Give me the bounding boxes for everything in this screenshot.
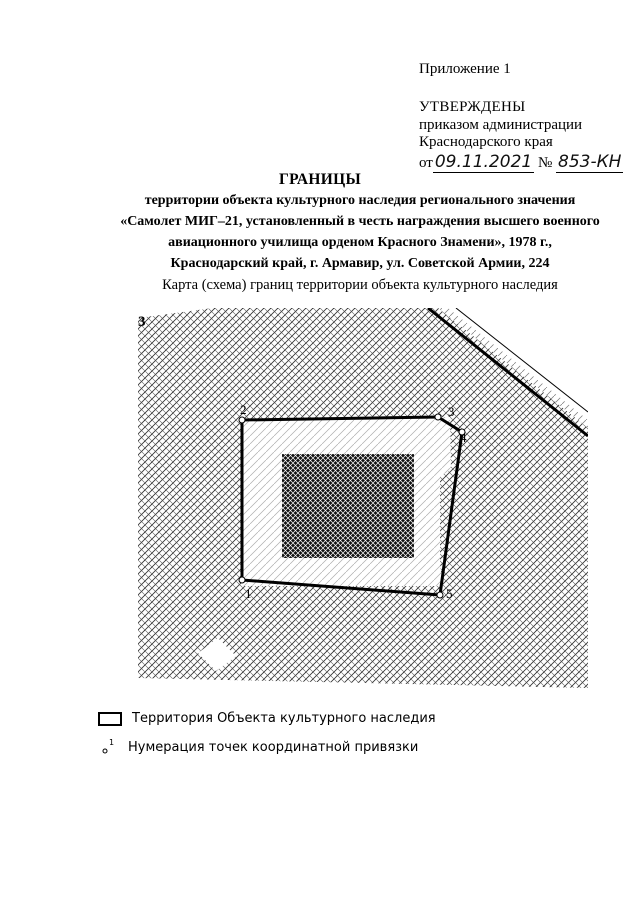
date-prefix: от (419, 155, 433, 171)
point-symbol-number: 1 (109, 737, 115, 747)
point-label: 1 (245, 586, 252, 601)
legend-label: Нумерация точек координатной привязки (128, 740, 419, 755)
boundary-map (138, 308, 588, 700)
legend-territory (98, 711, 436, 726)
region-label: Краснодарского края (419, 134, 553, 150)
approved-by: приказом администрации (419, 117, 583, 133)
approved-heading: УТВЕРЖДЕНЫ (419, 99, 526, 115)
subtitle-line: авиационного училища орденом Красного Знамени», 1978 г., (168, 235, 552, 250)
point-marker (437, 592, 443, 598)
subtitle-line: «Самолет МИГ–21, установленный в честь награждения высшего военного (120, 214, 600, 229)
subtitle-line: Краснодарский край, г. Армавир, ул. Советской Армии, 224 (170, 256, 550, 271)
point-marker (435, 414, 441, 420)
handwritten-date: 09.11.2021 (434, 152, 533, 172)
point-legend-symbol (98, 737, 118, 755)
point-label: 4 (460, 430, 467, 445)
territory-legend-box (98, 712, 122, 726)
corner-mark: 3 (138, 314, 146, 330)
handwritten-number: 853-КН (558, 152, 622, 172)
subtitle-line: территории объекта культурного наследия регионального значения (144, 193, 576, 208)
monument-area (282, 454, 414, 558)
legend-points (98, 737, 419, 755)
legend-label: Территория Объекта культурного наследия (132, 711, 436, 726)
point-circle-icon (98, 741, 118, 755)
map-caption: Карта (схема) границ территории объекта культурного наследия (162, 277, 558, 293)
order-date-line (419, 152, 623, 173)
number-prefix: № (537, 155, 553, 171)
appendix-label: Приложение 1 (419, 61, 511, 77)
document-title: ГРАНИЦЫ (278, 171, 362, 188)
point-label: 5 (446, 586, 453, 601)
point-label: 3 (448, 404, 455, 419)
document-subtitle (60, 190, 640, 274)
point-marker (239, 577, 245, 583)
point-label: 2 (240, 402, 247, 417)
point-marker (239, 417, 245, 423)
